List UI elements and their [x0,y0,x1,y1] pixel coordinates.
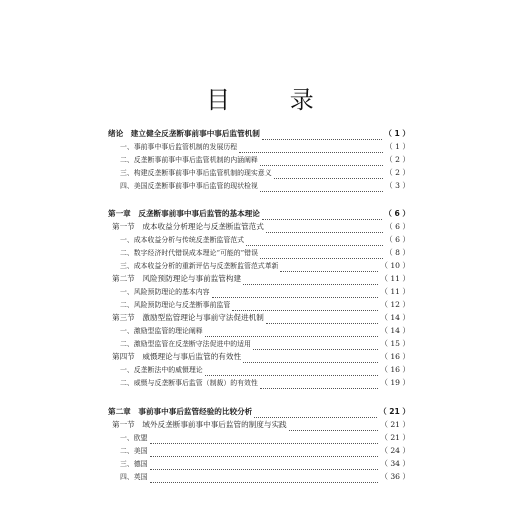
toc-entry-label: 一、成本收益分析与传统反垄断监管范式 [120,236,245,244]
dot-leader [243,276,378,285]
dot-leader [150,461,379,470]
toc-page-number: （ 19 ） [380,378,410,387]
toc-page-number: （ 21 ） [378,407,410,416]
toc-section-entry [108,273,410,285]
toc-subsection-entry [108,445,410,457]
toc-page-number: （ 8 ） [385,248,410,257]
toc-page-number: （ 34 ） [380,459,410,468]
toc-subsection-entry [108,471,410,483]
toc-entry-label: 第二章 事前事中事后监管经验的比较分析 [108,407,253,416]
toc-page-number: （ 15 ） [380,339,410,348]
toc-page-number: （ 21 ） [380,420,410,429]
dot-leader [205,367,379,376]
toc-entry-label: 二、美国 [120,447,148,455]
toc-entry-label: 一、反垄断法中的威慑理论 [120,366,203,374]
dot-leader [239,144,383,153]
toc-chapter-entry [108,406,410,418]
dot-leader [260,380,379,389]
dot-leader [289,422,379,431]
toc-subsection-entry [108,234,410,246]
dot-leader [274,170,384,179]
toc-entry-label: 一、激励型监管的理论阐释 [120,327,203,335]
toc-page-number: （ 1 ） [385,142,410,151]
dot-leader [266,315,378,324]
dot-leader [254,409,377,418]
toc-entry-label: 第一节 成本收益分析理论与反垄断监管范式 [112,222,264,231]
dot-leader [262,211,382,220]
toc-page-number: （ 16 ） [380,365,410,374]
toc-entry-label: 三、德国 [120,460,148,468]
dot-leader [280,263,378,272]
toc-subsection-entry [108,364,410,376]
dot-leader [150,448,379,457]
dot-leader [253,341,378,350]
toc-entry-label: 第四节 威慑理论与事后监管的有效性 [112,352,242,361]
toc-entry-label: 绪论 建立健全反垄断事前事中事后监管机制 [108,129,260,138]
toc-page-number: （ 11 ） [380,274,410,283]
toc-subsection-entry [108,141,410,153]
toc-entry-label: 三、构建反垄断事前事中事后监管机制的现实意义 [120,169,272,177]
toc-subsection-entry [108,260,410,272]
toc-subsection-entry [108,299,410,311]
toc-page-number: （ 2 ） [385,168,410,177]
toc-entry-label: 第三节 激励型监管理论与事前守法促进机制 [112,313,264,322]
dot-leader [260,183,383,192]
toc-section-entry [108,221,410,233]
toc-page-number: （ 14 ） [380,326,410,335]
toc-page-number: （ 21 ） [380,433,410,442]
dot-leader [266,224,383,233]
dot-leader [243,354,378,363]
toc-entry-label: 四、美国反垄断事前事中事后监管的现状检视 [120,182,258,190]
toc-subsection-entry [108,377,410,389]
toc-subsection-entry [108,167,410,179]
toc-subsection-entry [108,338,410,350]
toc-subsection-entry [108,286,410,298]
toc-entry-label: 第一节 域外反垄断事前事中事后监管的制度与实践 [112,420,287,429]
toc-section-entry [108,351,410,363]
toc-entry-label: 二、反垄断事前事中事后监管机制的内涵阐释 [120,156,258,164]
toc-subsection-entry [108,247,410,259]
dot-leader [150,474,379,483]
toc-entry-label: 一、事前事中事后监管机制的发展历程 [120,143,238,151]
toc-page-number: （ 3 ） [385,181,410,190]
toc-entry-label: 一、欧盟 [120,434,148,442]
dot-leader [150,435,379,444]
dot-leader [260,157,383,166]
toc-entry-label: 二、数字经济时代错误成本理论“可能的”错误 [120,249,258,257]
toc-entry-label: 二、风险预防理论与反垄断事前监管 [120,301,231,309]
dot-leader [212,289,379,298]
toc-entry-label: 一、风险预防理论的基本内容 [120,288,210,296]
toc-page-number: （ 10 ） [380,261,410,270]
toc-subsection-entry [108,180,410,192]
dot-leader [232,302,378,311]
toc-entry-label: 二、激励型监管在反垄断守法促进中的适用 [120,340,251,348]
dot-leader [205,328,379,337]
toc-section-entry [108,419,410,431]
toc-entry-label: 三、成本收益分析的重新评估与反垄断监管范式革新 [120,262,279,270]
toc-page-number: （ 16 ） [380,352,410,361]
toc-page-number: （ 14 ） [380,313,410,322]
toc-entry-label: 四、英国 [120,473,148,481]
toc-chapter-entry [108,208,410,220]
toc-section-entry [108,312,410,324]
toc-page-number: （ 2 ） [385,155,410,164]
page-title: 目 录 [206,86,340,114]
toc-entry-label: 第二节 风险预防理论与事前监管构建 [112,274,242,283]
toc-subsection-entry [108,154,410,166]
toc-subsection-entry [108,458,410,470]
toc-page-number: （ 6 ） [385,222,410,231]
dot-leader [262,131,382,140]
toc-page-number: （ 6 ） [384,209,410,218]
toc-page-number: （ 36 ） [380,472,410,481]
toc-entry-label: 第一章 反垄断事前事中事后监管的基本理论 [108,209,260,218]
dot-leader [260,250,383,259]
toc-entry-label: 二、威慑与反垄断事后监管（制裁）的有效性 [120,379,258,387]
dot-leader [246,237,383,246]
toc-page-number: （ 24 ） [380,446,410,455]
toc-subsection-entry [108,432,410,444]
toc-page-number: （ 12 ） [380,300,410,309]
toc-chapter-entry [108,128,410,140]
toc-page-number: （ 11 ） [380,287,410,296]
toc-page-number: （ 1 ） [384,129,410,138]
toc-subsection-entry [108,325,410,337]
toc-page-number: （ 6 ） [385,235,410,244]
